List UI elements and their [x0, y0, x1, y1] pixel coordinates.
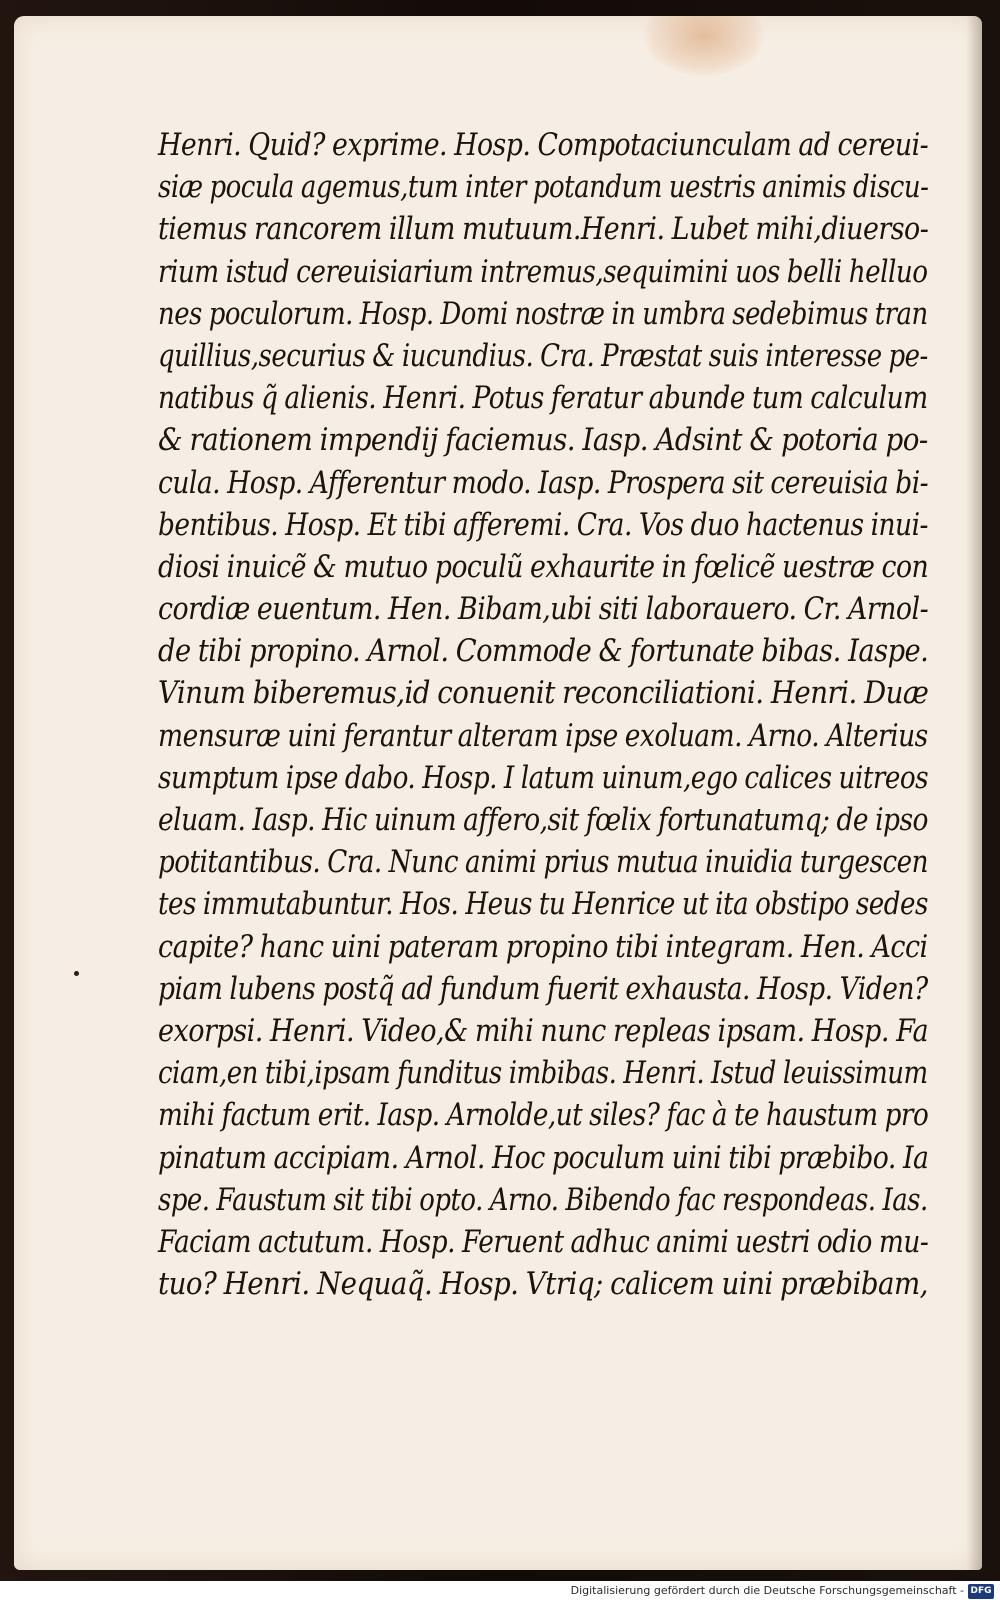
- book-page: [14, 16, 982, 1570]
- text-line: de tibi propino. Arnol. Commode & fortunate bibas. Iaspe.: [158, 633, 929, 670]
- text-line: potitantibus. Cra. Nunc animi prius mutua inuidia turgescen: [158, 844, 929, 881]
- text-line: capite? hanc uini pateram propino tibi integram. Hen. Acci: [158, 928, 928, 965]
- text-line: quillius,securius & iucundius. Cra. Præstat suis interesse pe-: [158, 337, 928, 374]
- text-line: tes immutabuntur. Hos. Heus tu Henrice ut ita obstipo sedes: [158, 886, 928, 923]
- text-line: bentibus. Hosp. Et tibi afferemi. Cra. Vos duo hactenus inui-: [158, 506, 928, 543]
- footer-credit: Digitalisierung gefördert durch die Deutsche Forschungsgemeinschaft -: [570, 1584, 964, 1597]
- dfg-logo: DFG: [968, 1584, 994, 1599]
- text-line: cordiæ euentum. Hen. Bibam,ubi siti laborauero. Cr. Arnol-: [158, 591, 929, 628]
- text-line: siæ pocula agemus,tum inter potandum uestris animis discu-: [158, 169, 929, 206]
- text-line: spe. Faustum sit tibi opto. Arno. Bibendo fac respondeas. Ias.: [158, 1181, 928, 1218]
- text-line: mihi factum erit. Iasp. Arnolde,ut siles? fac à te haustum pro: [158, 1097, 929, 1134]
- gutter-shadow: [966, 16, 982, 1570]
- page-stain: [644, 16, 764, 76]
- text-line: rium istud cereuisiarium intremus,sequimini uos belli helluo: [158, 253, 928, 290]
- text-line: natibus q̃ alienis. Henri. Potus feratur abunde tum calculum: [158, 380, 928, 417]
- text-block: [158, 124, 928, 1305]
- text-line: Henri. Quid? exprime. Hosp. Compotaciunculam ad cereui-: [158, 127, 929, 163]
- text-line: tuo? Henri. Nequaq̃. Hosp. Vtriq; calicem uini præbibam,: [158, 1266, 928, 1303]
- text-line: eluam. Iasp. Hic uinum affero,sit fœlix fortunatumq; de ipso: [158, 802, 928, 838]
- footer-bar: [0, 1581, 1000, 1603]
- text-line: cula. Hosp. Afferentur modo. Iasp. Prospera sit cereuisia bi-: [158, 464, 929, 501]
- text-line: mensuræ uini ferantur alteram ipse exoluam. Arno. Alterius: [158, 717, 928, 754]
- text-line: Faciam actutum. Hosp. Feruent adhuc animi uestri odio mu-: [158, 1223, 929, 1260]
- text-line: pinatum accipiam. Arnol. Hoc poculum uini tibi præbibo. Ia: [158, 1139, 929, 1176]
- text-line: & rationem impendij faciemus. Iasp. Adsint & potoria po-: [158, 422, 928, 459]
- text-line: Vinum biberemus,id conuenit reconciliationi. Henri. Duæ: [158, 675, 929, 712]
- text-line: nes poculorum. Hosp. Domi nostræ in umbra sedebimus tran: [158, 295, 928, 332]
- text-line: tiemus rancorem illum mutuum.Henri. Lubet mihi,diuerso-: [158, 211, 929, 248]
- ink-speck: [74, 971, 79, 976]
- text-line: diosi inuicẽ & mutuo poculũ exhaurite in fœlicẽ uestræ con: [158, 548, 929, 585]
- text-line: piam lubens postq̃ ad fundum fuerit exhausta. Hosp. Viden?: [158, 970, 928, 1007]
- text-line: sumptum ipse dabo. Hosp. I latum uinum,ego calices uitreos: [158, 759, 929, 796]
- text-line: ciam,en tibi,ipsam funditus imbibas. Henri. Istud leuissimum: [158, 1055, 928, 1092]
- text-line: exorpsi. Henri. Video,& mihi nunc repleas ipsam. Hosp. Fa: [158, 1012, 929, 1049]
